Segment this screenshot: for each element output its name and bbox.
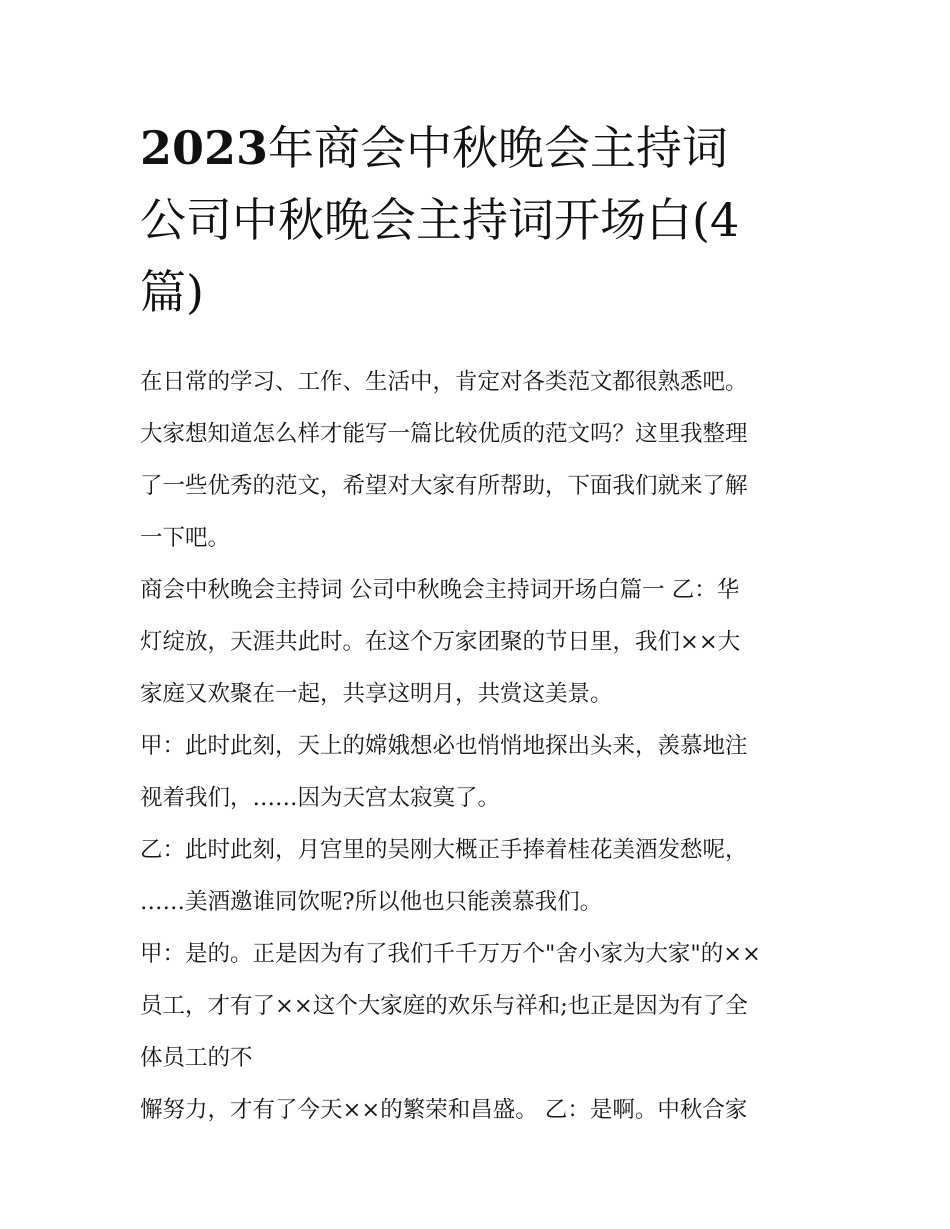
paragraph-line: 员工，才有了××这个大家庭的欢乐与祥和;也正是因为有了全 <box>140 993 748 1019</box>
title-line-2: 公司中秋晚会主持词开场白(4 <box>140 193 740 247</box>
paragraph-yi-1 <box>140 824 820 928</box>
paragraph-jia-1 <box>140 720 820 824</box>
paragraph-line: 灯绽放，天涯共此时。在这个万家团聚的节日里，我们××大 <box>140 629 741 655</box>
paragraph-continued <box>140 1084 820 1136</box>
paragraph-intro <box>140 356 820 564</box>
title-line-3: 篇) <box>140 265 204 319</box>
paragraph-line: 家庭又欢聚在一起，共享这明月，共赏这美景。 <box>140 681 613 707</box>
paragraph-line: 懈努力，才有了今天××的繁荣和昌盛。 乙：是啊。中秋合家 <box>140 1097 748 1123</box>
paragraph-line: 体员工的不 <box>140 1045 253 1071</box>
paragraph-line: 在日常的学习、工作、生活中，肯定对各类范文都很熟悉吧。 <box>140 369 748 395</box>
document-title <box>140 112 820 328</box>
paragraph-line: 甲：是的。正是因为有了我们千千万万个"舍小家为大家"的×× <box>140 941 761 967</box>
paragraph-line: 商会中秋晚会主持词 公司中秋晚会主持词开场白篇一 乙：华 <box>140 577 740 603</box>
title-line-1 <box>140 112 820 184</box>
paragraph-section-one <box>140 564 820 720</box>
document-body <box>140 356 820 1136</box>
paragraph-line: 乙：此时此刻，月宫里的吴刚大概正手捧着桂花美酒发愁呢， <box>140 837 748 863</box>
paragraph-line: 大家想知道怎么样才能写一篇比较优质的范文吗？这里我整理 <box>140 421 748 447</box>
paragraph-line: ……美酒邀谁同饮呢?所以他也只能羡慕我们。 <box>140 889 603 915</box>
title-line-1-text: 年商会中秋晚会主持词 <box>268 121 729 175</box>
paragraph-line: 甲：此时此刻，天上的嫦娥想必也悄悄地探出头来，羡慕地注 <box>140 733 748 759</box>
paragraph-jia-2 <box>140 928 820 1084</box>
paragraph-line: 了一些优秀的范文，希望对大家有所帮助，下面我们就来了解 <box>140 473 748 499</box>
paragraph-line: 一下吧。 <box>140 525 231 551</box>
paragraph-line: 视着我们，……因为天宫太寂寞了。 <box>140 785 501 811</box>
title-year: 2023 <box>140 121 269 175</box>
